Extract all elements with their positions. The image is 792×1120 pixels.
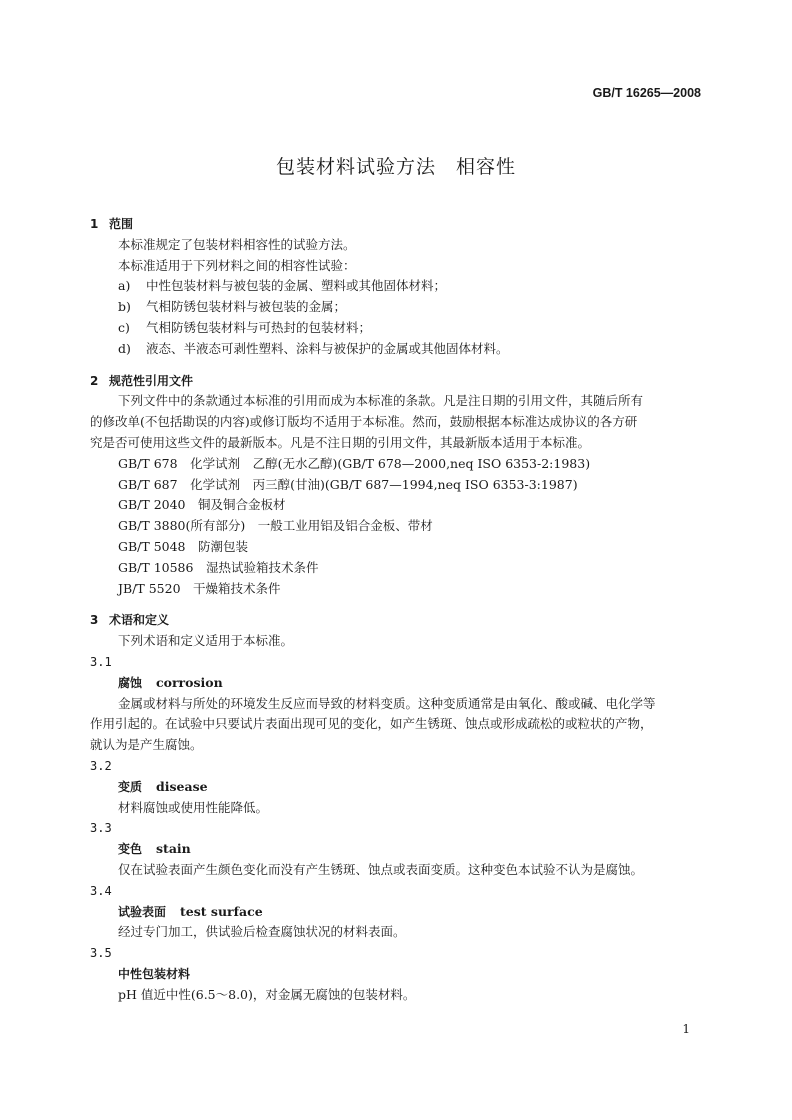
reference-code: JB/T 5520 bbox=[118, 580, 181, 596]
reference-title: 铜及铜合金板材 bbox=[198, 497, 286, 513]
term-definition-line: pH 值近中性(6.5～8.0)，对金属无腐蚀的包装材料。 bbox=[118, 986, 416, 1002]
paragraph-line: 究是否可使用这些文件的最新版本。凡是不注日期的引用文件，其最新版本适用于本标准。 bbox=[90, 434, 591, 450]
term-definition-line: 金属或材料与所处的环境发生反应而导致的材料变质。这种变质通常是由氧化、酸或碱、电化学等 bbox=[118, 695, 656, 711]
paragraph: 本标准适用于下列材料之间的相容性试验： bbox=[118, 257, 356, 273]
reference-code: GB/T 5048 bbox=[118, 538, 186, 554]
paragraph: 本标准规定了包装材料相容性的试验方法。 bbox=[118, 236, 356, 252]
term-definition-line: 仅在试验表面产生颜色变化而没有产生锈斑、蚀点或表面变质。这种变色本试验不认为是腐蚀。 bbox=[118, 861, 644, 877]
document-title: 包装材料试验方法 相容性 bbox=[275, 156, 516, 178]
list-text: 液态、半液态可剥性塑料、涂料与被保护的金属或其他固体材料。 bbox=[146, 340, 509, 356]
reference-code: GB/T 3880(所有部分) bbox=[118, 518, 246, 534]
section-heading-scope bbox=[90, 214, 702, 235]
term-name-en: test surface bbox=[180, 903, 263, 919]
reference-item bbox=[90, 558, 702, 579]
list-letter: d) bbox=[118, 340, 131, 356]
term-name-zh: 试验表面 bbox=[118, 904, 167, 919]
list-text: 气相防锈包装材料与被包装的金属； bbox=[146, 299, 347, 315]
list-item bbox=[90, 318, 702, 339]
term-name-en: corrosion bbox=[156, 674, 223, 690]
section-title: 术语和定义 bbox=[109, 613, 170, 628]
reference-item bbox=[90, 495, 702, 516]
list-letter: b) bbox=[118, 299, 131, 315]
reference-code: GB/T 2040 bbox=[118, 497, 186, 513]
paragraph-line: 的修改单(不包括勘误的内容)或修订版均不适用于本标准。然而，鼓励根据本标准达成协议的各方研 bbox=[90, 414, 638, 430]
term-number: 3.1 bbox=[90, 654, 112, 669]
reference-item bbox=[90, 537, 702, 558]
paragraph: 下列术语和定义适用于本标准。 bbox=[118, 633, 294, 649]
term-number: 3.2 bbox=[90, 758, 112, 773]
reference-title: 一般工业用铝及铝合金板、带材 bbox=[257, 518, 433, 534]
list-item bbox=[90, 276, 702, 297]
reference-item bbox=[90, 516, 702, 537]
list-letter: a) bbox=[118, 278, 131, 294]
reference-item bbox=[90, 454, 702, 475]
reference-title: 湿热试验箱技术条件 bbox=[205, 559, 319, 575]
term-number: 3.5 bbox=[90, 946, 112, 961]
section-title: 范围 bbox=[109, 217, 134, 231]
term-number: 3.3 bbox=[90, 821, 112, 836]
term-name-en: disease bbox=[156, 778, 208, 794]
term-name-zh: 中性包装材料 bbox=[118, 966, 191, 981]
section-heading-normative-references bbox=[90, 371, 702, 392]
section-heading-terms bbox=[90, 610, 702, 631]
section-number: 2 bbox=[90, 373, 99, 388]
page-number: 1 bbox=[682, 1022, 690, 1036]
reference-item bbox=[90, 579, 702, 600]
term-number: 3.4 bbox=[90, 883, 112, 898]
term-name-zh: 变色 bbox=[118, 842, 143, 857]
term-name bbox=[90, 777, 702, 798]
reference-title: 防潮包装 bbox=[198, 538, 249, 554]
section-title: 规范性引用文件 bbox=[109, 373, 194, 388]
standard-code: GB/T 16265—2008 bbox=[592, 86, 701, 100]
list-text: 中性包装材料与被包装的金属、塑料或其他固体材料； bbox=[146, 278, 447, 294]
list-item bbox=[90, 339, 702, 360]
list-item bbox=[90, 297, 702, 318]
term-name bbox=[90, 902, 702, 923]
paragraph-line: 下列文件中的条款通过本标准的引用而成为本标准的条款。凡是注日期的引用文件，其随后所有 bbox=[118, 393, 644, 409]
term-name bbox=[90, 673, 702, 694]
reference-code: GB/T 10586 bbox=[118, 559, 194, 575]
term-definition-line: 作用引起的。在试验中只要试片表面出现可见的变化，如产生锈斑、蚀点或形成疏松的或粒状的产物， bbox=[90, 716, 653, 732]
list-text: 气相防锈包装材料与可热封的包装材料； bbox=[146, 319, 372, 335]
reference-item bbox=[90, 475, 702, 496]
reference-title: 化学试剂 丙三醇(甘油)(GB/T 687—1994,neq ISO 6353-3:1987) bbox=[190, 476, 578, 492]
reference-title: 干燥箱技术条件 bbox=[193, 580, 281, 596]
term-name bbox=[90, 964, 702, 985]
term-definition-line: 经过专门加工，供试验后检查腐蚀状况的材料表面。 bbox=[118, 924, 406, 940]
term-definition-line: 就认为是产生腐蚀。 bbox=[90, 737, 203, 753]
term-name-zh: 变质 bbox=[118, 779, 143, 794]
section-number: 3 bbox=[90, 613, 99, 628]
term-name-en: stain bbox=[156, 841, 191, 857]
reference-code: GB/T 678 bbox=[118, 455, 178, 471]
section-number: 1 bbox=[90, 217, 99, 231]
term-name bbox=[90, 839, 702, 860]
term-name-zh: 腐蚀 bbox=[118, 675, 143, 690]
reference-title: 化学试剂 乙醇(无水乙醇)(GB/T 678—2000,neq ISO 6353-2:1983) bbox=[190, 455, 591, 471]
list-letter: c) bbox=[118, 319, 130, 335]
reference-code: GB/T 687 bbox=[118, 476, 178, 492]
term-definition-line: 材料腐蚀或使用性能降低。 bbox=[118, 799, 269, 815]
document-body bbox=[90, 214, 702, 1005]
